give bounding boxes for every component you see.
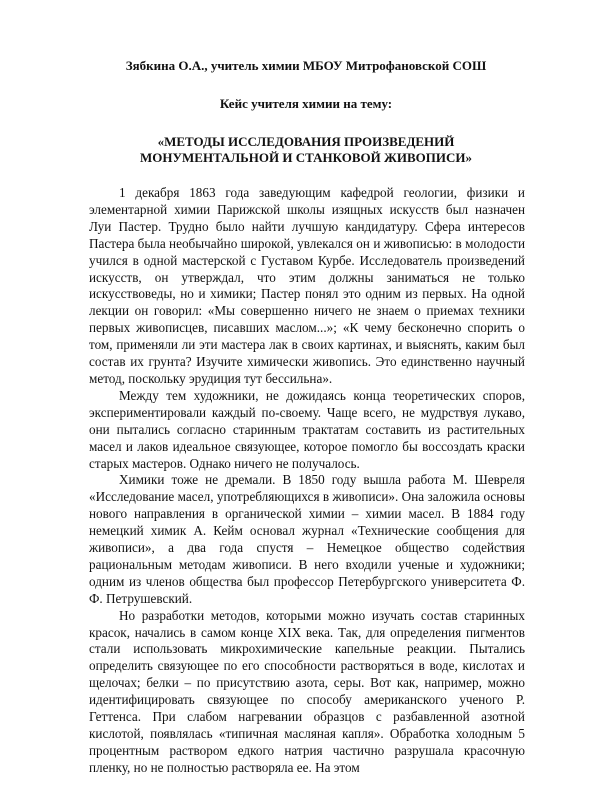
paragraph-4: Но разработки методов, которыми можно изучать состав старинных красок, начались в самом конце XIX века. Так, для определения пигментов стали использовать микрохимические капельные реакции. Пытались определить связующее по его способности растворяться в воде, кислотах и щелочах; белки – по присутствию азота, серы. Вот как, например, можно идентифицировать связующее по способу американского ученого Р. Геттенса. При слабом нагревании образцов с разбавленной азотной кислотой, появлялась «типичная масляная капля». Обработка холодным 5 процентным раствором едкого натрия частично разрушала красочную пленку, но не полностью растворяла ее. На этом [89,607,525,775]
author-line: Зябкина О.А., учитель химии МБОУ Митрофановской СОШ [125,58,487,73]
body-text [89,185,525,777]
title-line-2: МОНУМЕНТАЛЬНОЙ И СТАНКОВОЙ ЖИВОПИСИ» [140,150,472,165]
title-line-1: «МЕТОДЫ ИССЛЕДОВАНИЯ ПРОИЗВЕДЕНИЙ [157,134,455,149]
paragraph-3: Химики тоже не дремали. В 1850 году вышла работа М. Шевреля «Исследование масел, употребляющихся в живописи». Она заложила основы нового направления в органической химии – химии масел. В 1884 году немецкий химик А. Кейм основал журнал «Технические сообщения для живописи», а два года спустя – Немецкое общество содействия рациональным методам живописи. В него входили ученые и художники; одним из членов общества был профессор Петербургского университета Ф. Ф. Петрушевский. [89,472,525,606]
document-title [90,134,522,166]
paragraph-2: Между тем художники, не дожидаясь конца теоретических споров, экспериментировали каждый по-своему. Чаще всего, не мудрствуя лукаво, они пытались согласно старинным трактатам составить из растительных масел и лаков идеальное связующее, которое помогло бы воссоздать краски старых мастеров. Однако ничего не получалось. [89,387,525,471]
paragraph-1: 1 декабря 1863 года заведующим кафедрой геологии, физики и элементарной химии Парижской школы изящных искусств был назначен Луи Пастер. Трудно было найти лучшую кандидатуру. Сфера интересов Пастера была необычайно широкой, увлекался он и живописью: в молодости учился в одной мастерской с Густавом Курбе. Исследователь произведений искусств, он утверждал, что этим должны заниматься не только искусствоведы, но и химики; Пастер понял это одним из первых. На одной лекции он говорил: «Мы совершенно ничего не знаем о приемах техники первых живописцев, писавших маслом...»; «К чему бесконечно спорить о том, применяли ли эти мастера лак в своих картинах, и выяснять, каким был состав их грунта? Изучите химически живопись. Это единственно научный метод, поскольку эрудиция тут бессильна». [89,185,525,386]
case-line: Кейс учителя химии на тему: [219,96,393,111]
